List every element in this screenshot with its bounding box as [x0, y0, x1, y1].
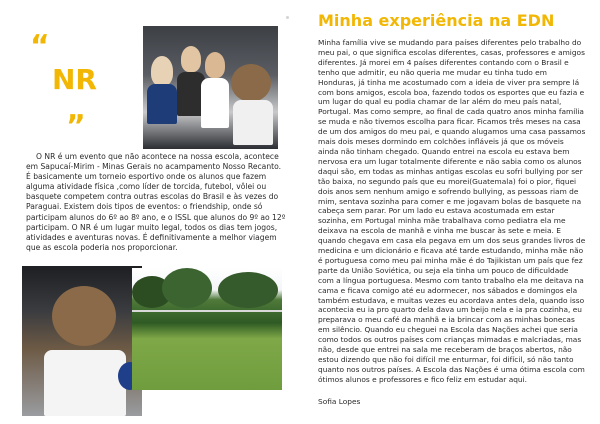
- experience-article-body: Minha família vive se mudando para países diferentes pelo trabalho do meu pai, o que significa escolas diferentes, casas, professores e amigos diferentes. Já morei em 4 países diferentes contando com o Brasil e tenho que admitir, eu não queria me mudar eu tinha tudo em Honduras, já tinha me acostumado com a ideia de viver pra sempre lá com bons amigos, escola boa, fazendo todos os esportes que eu fazia e um lugar do qual eu podia chamar de lar além do meu país natal, Portugal. Mas como sempre, ao final de cada quatro anos minha família se muda e não tivemos escolha para ficar. Ficamos três meses na casa de um dos amigos do meu pai, e quando alugamos uma casa passamos mais dois meses dormindo em colchões infláveis já que os móveis ainda não tinham chegado. Quando entrei na escola eu estava bem nervosa era um lugar totalmente diferente e não sabia como os alunos daqui são, em todas as minhas antigas escolas eu sofri bullying por ser tão baixa, no segundo país que eu morei(Guatemala) foi o pior, fiquei dois anos sem nenhum amigo e sofrendo bullying, as pessoas riam de mim, sentava sozinha para comer e me jogavam bolas de basquete na cabeça sem parar. Por um lado eu estava acostumada em estar sozinha, em Portugal minha mãe trabalhava como pediatra ela me deixava na escola de manhã e vinha me buscar às sete e meia. E quando chegava em casa ela pegava em um dos seus grandes livros de medicina e um dicionário e ficava até tarde estudando, minha mãe não é portuguesa como meu pai minha mãe é do Tajikistan um país que fez parte da União Soviética, ou seja ela tinha um pouco de dificuldade com a língua portuguesa. Mesmo com tanto trabalho ela me deitava na cama e ficava comigo até eu adormecer, nos sábados e domingos ela também estudava, e muitas vezes eu acordava antes dela, quando isso acontecia eu ia pro quarto dela dava um beijo nela e ia pra cozinha, eu preparava o meu café da manhã e ia brincar com as minhas bonecas em silêncio. Quando eu cheguei na Escola das Nações achei que seria como todos os outros países com crianças mimadas e malcriadas, mas não, desde que entrei na sala me receberam de braços abertos, não estou dizendo que não foi difícil me enturmar, foi difícil, só não tanto quanto nos outros países. A Escola das Nações é uma ótima escola com ótimos alunos e professores e fico feliz em estudar aqui.: [318, 38, 586, 384]
- person-silhouette: [181, 46, 201, 72]
- mascot-face: [52, 286, 116, 346]
- person-shirt: [201, 78, 229, 128]
- nr-title: NR: [52, 63, 97, 96]
- tree: [218, 272, 278, 308]
- closing-quote-mark: ”: [66, 109, 84, 144]
- field-fence: [132, 310, 282, 312]
- person-silhouette: [205, 52, 225, 78]
- mascot-photo: [22, 266, 142, 416]
- person-silhouette: [151, 56, 173, 86]
- mascot-body: [233, 100, 273, 145]
- mascot-head: [231, 64, 271, 102]
- group-photo: [143, 26, 278, 149]
- author-signature: Sofia Lopes: [318, 397, 361, 406]
- nr-article-body: O NR é um evento que não acontece na nossa escola, acontece em Sapucaí-Mirim - Minas Gerais no acampamento Nosso Recanto. É basicamente um torneio esportivo onde os alunos que fazem alguma atividade física ,como líder de torcida, futebol, vôlei ou basquete competem contra outras escolas do Brasil e às vezes do Paraguai. Existem dois tipos de eventos: o friendship, onde só participam alunos do 6º ao 8º ano, e o ISSL que alunos do 9º ao 12º participam. O NR é um lugar muito legal, todos os dias tem jogos, atividades e aventuras novas. É definitivamente a melhor viagem que as escola poderia nos proporcionar.: [26, 152, 286, 252]
- experience-title: Minha experiência na EDN: [318, 11, 555, 30]
- person-shirt: [147, 84, 177, 124]
- tree: [162, 268, 212, 308]
- field-photo: [132, 268, 282, 390]
- opening-quote-mark: “: [30, 29, 48, 64]
- mascot-shirt: [44, 350, 126, 416]
- page-marker: [286, 16, 289, 19]
